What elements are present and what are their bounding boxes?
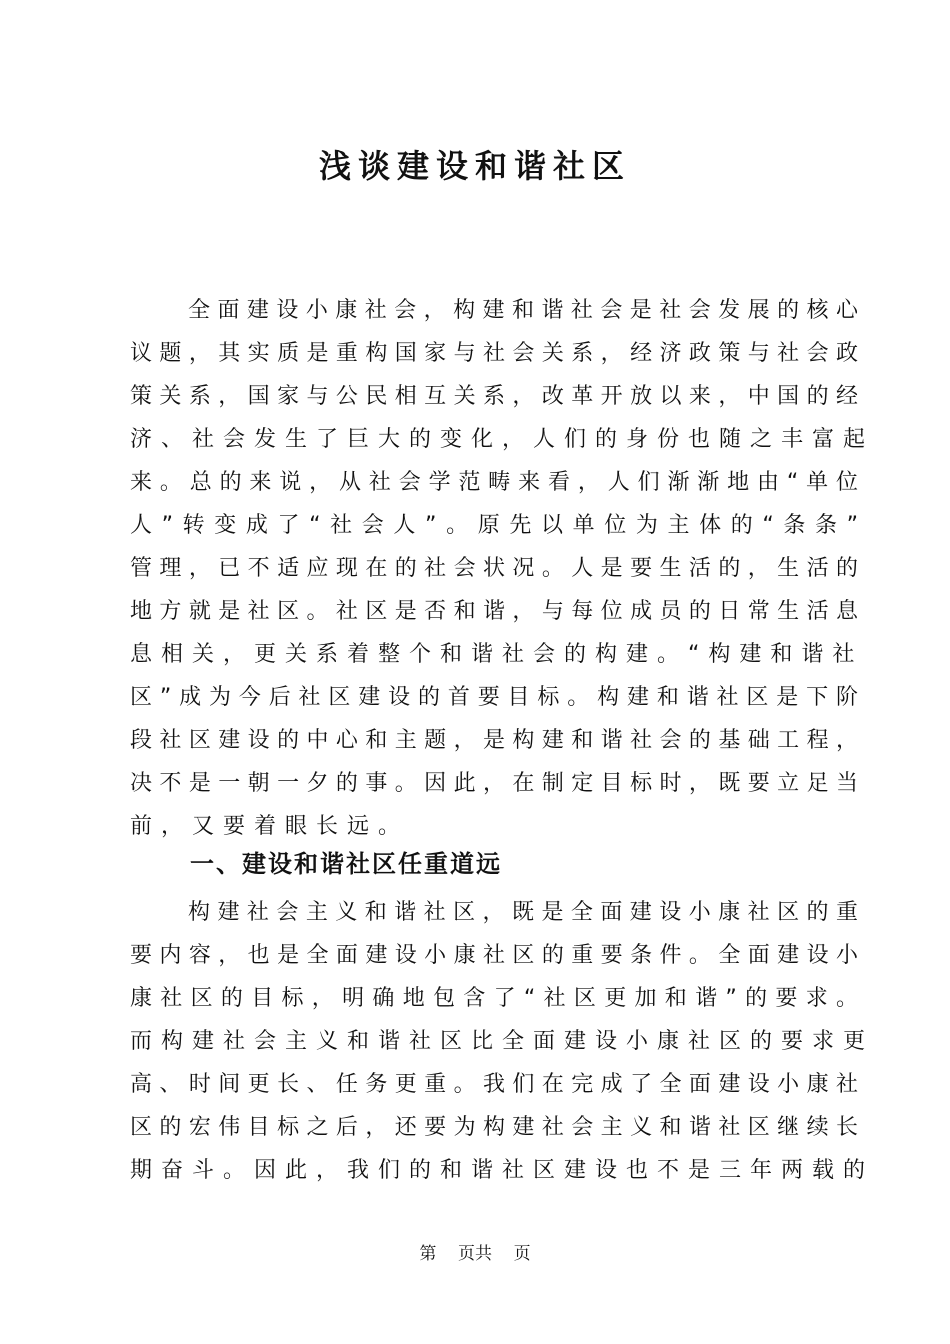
paragraph-line: 决不是一朝一夕的事。因此，在制定目标时，既要立足当 xyxy=(130,771,858,796)
paragraph-line: 段社区建设的中心和主题，是构建和谐社会的基础工程， xyxy=(130,728,858,753)
paragraph-line: 区”成为今后社区建设的首要目标。构建和谐社区是下阶 xyxy=(130,685,858,710)
paragraph-line: 人”转变成了“社会人”。原先以单位为主体的“条条” xyxy=(130,513,858,538)
paragraph-line: 高、时间更长、任务更重。我们在完成了全面建设小康社 xyxy=(130,1072,858,1097)
paragraph-line: 而构建社会主义和谐社区比全面建设小康社区的要求更 xyxy=(130,1029,875,1054)
paragraph-line: 期奋斗。因此，我们的和谐社区建设也不是三年两载的 xyxy=(130,1158,875,1183)
paragraph-line: 康社区的目标，明确地包含了“社区更加和谐”的要求。 xyxy=(130,986,858,1011)
paragraph-line: 来。总的来说，从社会学范畴来看，人们渐渐地由“单位 xyxy=(130,470,858,495)
paragraph-line: 议题，其实质是重构国家与社会关系，经济政策与社会政 xyxy=(130,341,858,366)
paragraph-line: 全面建设小康社会，构建和谐社会是社会发展的核心 xyxy=(188,298,858,323)
paragraph-line: 管理，已不适应现在的社会状况。人是要生活的，生活的 xyxy=(130,556,858,581)
section-heading: 一、建设和谐社区任重道远 xyxy=(190,850,502,878)
paragraph-line: 济、社会发生了巨大的变化，人们的身份也随之丰富起 xyxy=(130,427,875,452)
page-footer: 第 页共 页 xyxy=(419,1244,531,1264)
paragraph-line: 构建社会主义和谐社区，既是全面建设小康社区的重 xyxy=(188,900,858,925)
paragraph-line: 要内容，也是全面建设小康社区的重要条件。全面建设小 xyxy=(130,943,858,968)
paragraph-line: 区的宏伟目标之后，还要为构建社会主义和谐社区继续长 xyxy=(130,1115,858,1140)
paragraph-line: 地方就是社区。社区是否和谐，与每位成员的日常生活息 xyxy=(130,599,858,624)
page-title: 浅谈建设和谐社区 xyxy=(318,147,631,185)
paragraph-line: 息相关，更关系着整个和谐社会的构建。“构建和谐社 xyxy=(130,642,864,667)
paragraph-line: 前，又要着眼长远。 xyxy=(130,814,410,839)
paragraph-line: 策关系，国家与公民相互关系，改革开放以来，中国的经 xyxy=(130,384,858,409)
